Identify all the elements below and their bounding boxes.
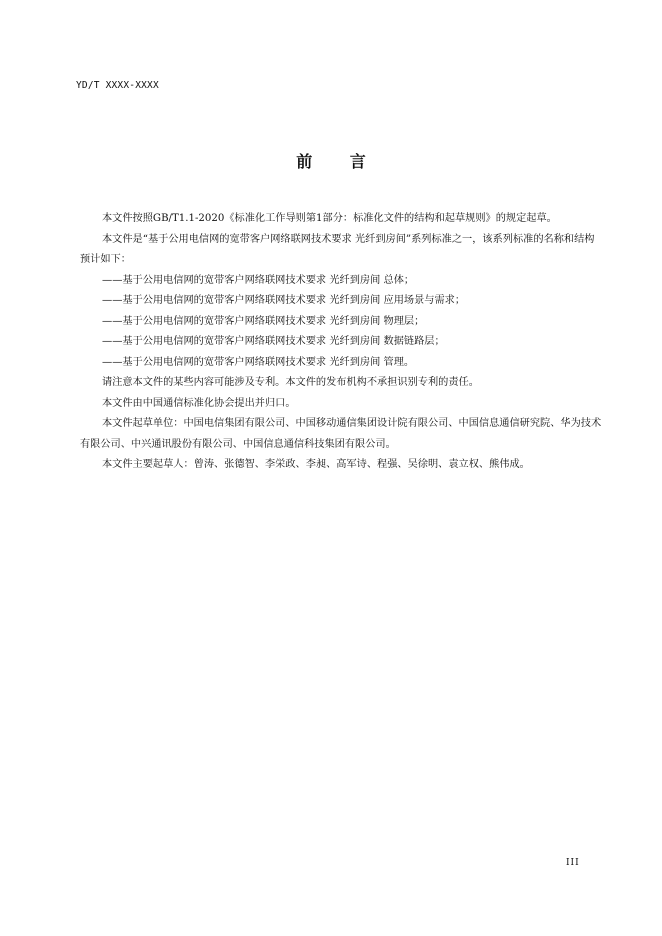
paragraph-drafting-units: 本文件起草单位：中国电信集团有限公司、中国移动通信集团设计院有限公司、中国信息通信研究院、华为技术有限公司、中兴通讯股份有限公司、中国信息通信科技集团有限公司。	[80, 418, 602, 450]
list-item: ——基于公用电信网的宽带客户网络联网技术要求 光纤到房间 物理层；	[102, 315, 425, 327]
list-item: ——基于公用电信网的宽带客户网络联网技术要求 光纤到房间 管理。	[102, 356, 415, 368]
document-body	[80, 209, 602, 476]
page-title: 前 言	[296, 152, 382, 171]
paragraph-proposer: 本文件由中国通信标准化协会提出并归口。	[102, 397, 296, 409]
paragraph-patent-notice: 请注意本文件的某些内容可能涉及专利。本文件的发布机构不承担识别专利的责任。	[102, 377, 479, 388]
page-number: III	[566, 858, 580, 868]
paragraph-series-intro: 本文件是“基于公用电信网的宽带客户网络联网技术要求 光纤到房间”系列标准之一，该系列标准的名称和结构预计如下：	[80, 233, 595, 265]
list-item: ——基于公用电信网的宽带客户网络联网技术要求 光纤到房间 应用场景与需求；	[102, 295, 466, 306]
list-item: ——基于公用电信网的宽带客户网络联网技术要求 光纤到房间 数据链路层；	[102, 336, 445, 347]
paragraph-drafters: 本文件主要起草人：曾涛、张德智、李栄政、李昶、高军诗、程强、吴徐明、袁立权、熊伟成。	[102, 459, 530, 470]
document-code: YD/T XXXX-XXXX	[76, 80, 159, 91]
paragraph-drafting-rules: 本文件按照GB/T1.1-2020《标准化工作导则第1部分：标准化文件的结构和起草规则》的规定起草。	[102, 213, 557, 224]
list-item: ——基于公用电信网的宽带客户网络联网技术要求 光纤到房间 总体；	[102, 274, 415, 286]
